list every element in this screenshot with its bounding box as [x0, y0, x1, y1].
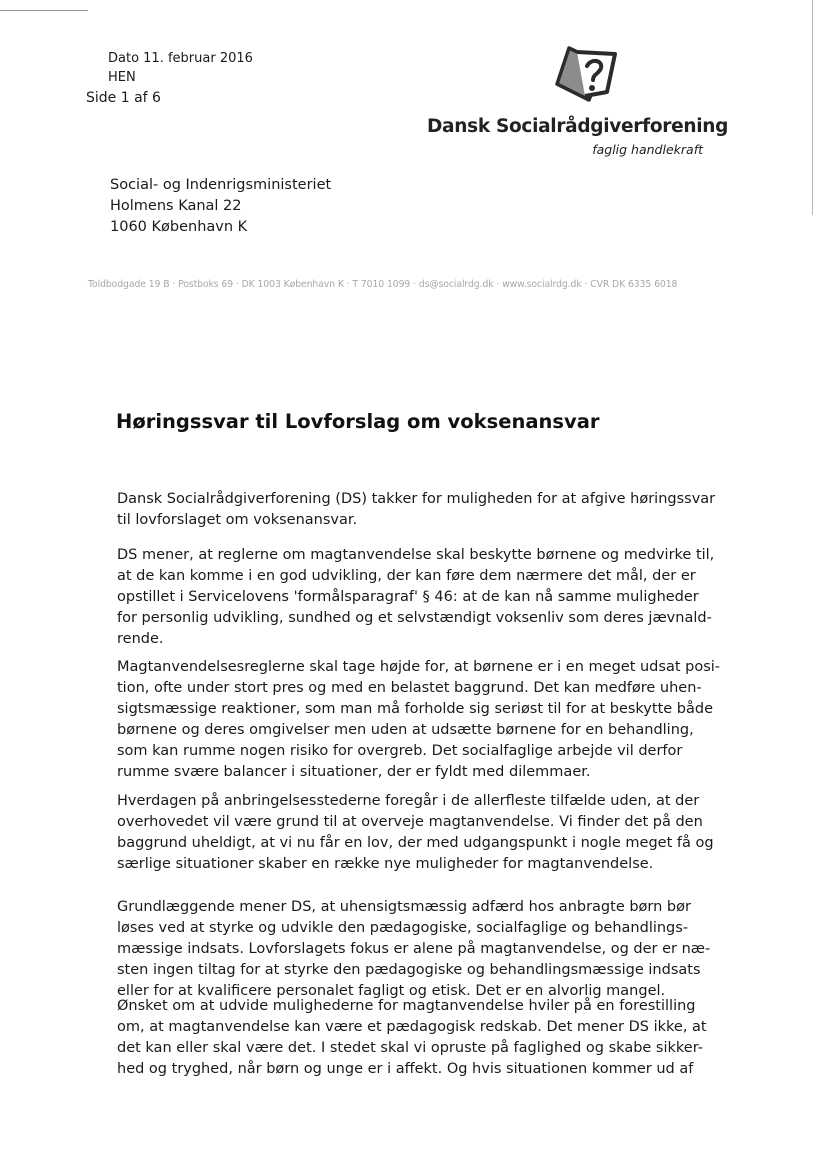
paragraph-line: tion, ofte under stort pres og med en belastet baggrund. Det kan medføre uhen- — [117, 680, 702, 696]
paragraph — [117, 657, 721, 783]
paragraph-line: Hverdagen på anbringelsesstederne foregår i de allerfleste tilfælde uden, at der — [117, 793, 700, 809]
paragraph-line: om, at magtanvendelse kan være et pædagogisk redskab. Det mener DS ikke, at — [117, 1019, 707, 1035]
recipient-name: Social- og Indenrigsministeriet — [110, 177, 332, 193]
paragraph-line: hed og tryghed, når børn og unge er i affekt. Og hvis situationen kommer ud af — [117, 1061, 694, 1077]
paragraph-line: rumme svære balancer i situationer, der er fyldt med dilemmaer. — [117, 764, 591, 780]
paragraph-line: mæssige indsats. Lovforslagets fokus er alene på magtanvendelse, og der er næ- — [117, 941, 711, 957]
paragraph-line: sigtsmæssige reaktioner, som man må forholde sig seriøst til for at beskytte både — [117, 701, 713, 717]
paragraph-line: sten ingen tiltag for at styrke den pædagogiske og behandlingsmæssige indsats — [117, 962, 701, 978]
paragraph-line: til lovforslaget om voksenansvar. — [117, 512, 358, 528]
paragraph-line: børnene og deres omgivelser men uden at udsætte børnene for en behandling, — [117, 722, 694, 738]
paragraph-line: at de kan komme i en god udvikling, der kan føre dem nærmere det mål, der er — [117, 568, 696, 584]
organization-tagline: faglig handlekraft — [592, 142, 703, 157]
paragraph-line: overhovedet vil være grund til at overveje magtanvendelse. Vi finder det på den — [117, 814, 703, 830]
paragraph-line: for personlig udvikling, sundhed og et selvstændigt voksenliv som deres jævnald- — [117, 610, 712, 626]
scan-edge-right — [812, 0, 813, 215]
paragraph — [117, 545, 717, 650]
paragraph-line: Ønsket om at udvide mulighederne for magtanvendelse hviler på en forestilling — [117, 998, 696, 1014]
paragraph-line: som kan rumme nogen risiko for overgreb. Det socialfaglige arbejde vil derfor — [117, 743, 683, 759]
paragraph — [117, 897, 717, 1002]
page-number: Side 1 af 6 — [86, 90, 161, 106]
paragraph — [117, 996, 717, 1080]
letter-date: Dato 11. februar 2016 — [108, 51, 253, 66]
organization-name: Dansk Socialrådgiverforening — [427, 116, 729, 137]
paragraph-line: opstillet i Servicelovens 'formålsparagraf' § 46: at de kan nå samme muligheder — [117, 589, 699, 605]
paragraph-line: Magtanvendelsesreglerne skal tage højde for, at børnene er i en meget udsat posi- — [117, 659, 721, 675]
paragraph-line: Dansk Socialrådgiverforening (DS) takker for muligheden for at afgive høringssvar — [117, 491, 716, 507]
paragraph-line: løses ved at styrke og udvikle den pædagogiske, socialfaglige og behandlings- — [117, 920, 689, 936]
paragraph-line: eller for at kvalificere personalet fagligt og etisk. Det er en alvorlig mangel. — [117, 983, 666, 999]
paragraph — [117, 489, 717, 531]
recipient-street: Holmens Kanal 22 — [110, 198, 242, 214]
sender-contact-line: Toldbodgade 19 B · Postboks 69 · DK 1003 København K · T 7010 1099 · ds@socialrdg.dk · www.socialrdg.dk · CVR DK 6335 6018 — [88, 279, 678, 290]
paragraph-line: det kan eller skal være det. I stedet skal vi opruste på faglighed og skabe sikker- — [117, 1040, 703, 1056]
paragraph-line: DS mener, at reglerne om magtanvendelse skal beskytte børnene og medvirke til, — [117, 547, 715, 563]
paragraph-line: rende. — [117, 631, 164, 647]
paragraph-line: særlige situationer skaber en række nye muligheder for magtanvendelse. — [117, 856, 654, 872]
document-title: Høringssvar til Lovforslag om voksenansvar — [116, 410, 600, 433]
recipient-city: 1060 København K — [110, 219, 248, 235]
paragraph-line: baggrund uheldigt, at vi nu får en lov, der med udgangspunkt i nogle meget få og — [117, 835, 714, 851]
ds-logo-mark-icon — [555, 44, 619, 104]
paragraph-line: Grundlæggende mener DS, at uhensigtsmæssig adfærd hos anbragte børn bør — [117, 899, 691, 915]
letter-initials: HEN — [108, 70, 136, 85]
paragraph — [117, 791, 717, 875]
scan-edge-top — [0, 10, 88, 11]
